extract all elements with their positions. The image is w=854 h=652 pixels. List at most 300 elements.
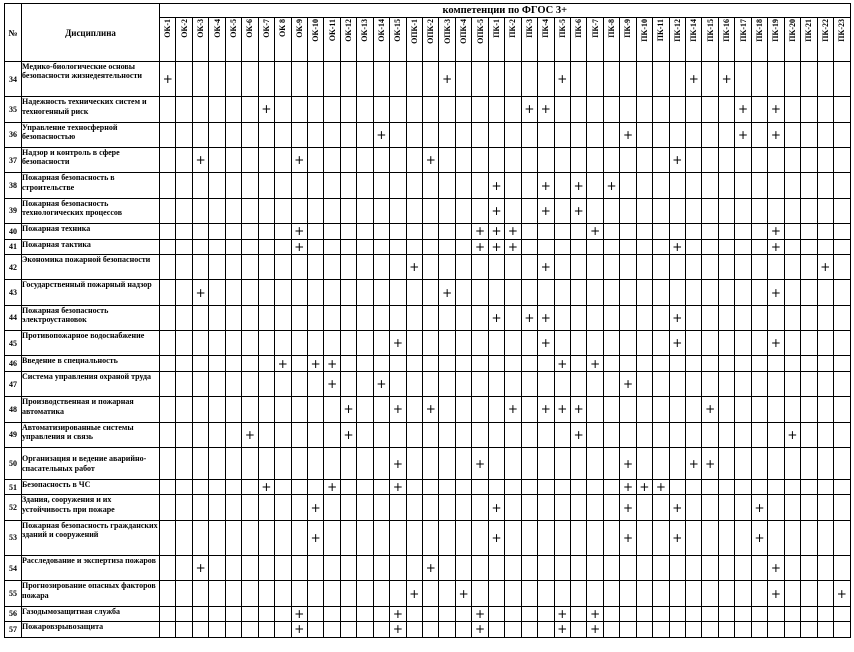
competency-cell — [521, 520, 537, 555]
competency-cell — [373, 480, 389, 495]
competency-cell — [258, 356, 274, 371]
competency-cell — [423, 480, 439, 495]
competency-cell — [751, 305, 767, 330]
competency-cell — [833, 62, 850, 97]
competency-cell — [242, 397, 258, 422]
competency-cell — [653, 520, 669, 555]
competency-cell — [258, 622, 274, 637]
competency-cell — [735, 198, 751, 223]
competency-cell — [636, 147, 652, 172]
competency-cell — [538, 622, 554, 637]
competency-cell — [242, 173, 258, 198]
competency-code: ПК-7 — [590, 19, 600, 38]
discipline-name: Производственная и пожарная автоматика — [22, 397, 160, 422]
competency-cell — [587, 198, 603, 223]
competency-cell — [702, 520, 718, 555]
competency-cell — [718, 305, 734, 330]
competency-cell — [209, 173, 225, 198]
competency-cell — [307, 224, 323, 239]
competency-cell — [390, 581, 406, 606]
discipline-row — [5, 371, 851, 396]
competency-cell — [603, 305, 619, 330]
competency-cell — [521, 495, 537, 520]
competency-cell — [406, 397, 422, 422]
competency-cell — [603, 224, 619, 239]
competency-mark: + — [242, 422, 258, 447]
discipline-name: Здания, сооружения и их устойчивость при пожаре — [22, 495, 160, 520]
competency-cell — [192, 62, 208, 97]
competency-cell — [538, 280, 554, 305]
competency-cell — [587, 331, 603, 356]
competency-cell — [538, 606, 554, 621]
competency-cell — [176, 622, 192, 637]
competency-cell — [653, 173, 669, 198]
competency-cell — [357, 331, 373, 356]
competency-cell — [209, 198, 225, 223]
discipline-column-header: Дисциплина — [22, 4, 160, 62]
competency-cell — [472, 495, 488, 520]
competency-cell — [784, 305, 800, 330]
competency-mark: + — [521, 305, 537, 330]
competency-cell — [242, 331, 258, 356]
competency-cell — [735, 254, 751, 279]
competency-code: ОК-9 — [294, 19, 304, 38]
competency-cell — [636, 495, 652, 520]
competency-mark: + — [587, 356, 603, 371]
competency-cell — [702, 305, 718, 330]
competency-cell — [570, 254, 586, 279]
competency-code: ОК-15 — [393, 19, 403, 42]
competency-cell — [620, 305, 636, 330]
competency-cell — [686, 198, 702, 223]
competency-cell — [505, 147, 521, 172]
competency-cell — [160, 224, 176, 239]
competency-cell — [669, 173, 685, 198]
competency-mark: + — [669, 147, 685, 172]
competency-cell — [357, 495, 373, 520]
competency-cell — [225, 97, 241, 122]
competency-cell — [423, 280, 439, 305]
competency-cell — [242, 556, 258, 581]
competency-cell — [833, 622, 850, 637]
competency-cell — [784, 280, 800, 305]
competency-cell — [225, 495, 241, 520]
competency-cell — [423, 520, 439, 555]
competency-cell — [258, 556, 274, 581]
competency-cell — [718, 448, 734, 480]
competency-cell — [258, 422, 274, 447]
competency-cell — [324, 198, 340, 223]
competency-cell — [307, 480, 323, 495]
competency-header — [735, 18, 751, 62]
competency-cell — [570, 147, 586, 172]
competency-cell — [817, 147, 833, 172]
competency-cell — [718, 122, 734, 147]
competency-cell — [258, 173, 274, 198]
competency-cell — [340, 331, 356, 356]
competency-cell — [817, 520, 833, 555]
competency-cell — [538, 520, 554, 555]
row-number: 46 — [5, 356, 22, 371]
competency-cell — [587, 371, 603, 396]
competency-cell — [784, 147, 800, 172]
competency-mark: + — [735, 97, 751, 122]
competency-cell — [373, 173, 389, 198]
competency-mark: + — [686, 62, 702, 97]
competency-cell — [275, 556, 291, 581]
competency-cell — [225, 254, 241, 279]
competency-mark: + — [373, 122, 389, 147]
competency-cell — [160, 422, 176, 447]
competency-cell — [603, 495, 619, 520]
competency-cell — [784, 622, 800, 637]
competency-cell — [176, 520, 192, 555]
competency-cell — [258, 305, 274, 330]
competency-cell — [176, 254, 192, 279]
competency-cell — [686, 331, 702, 356]
competency-cell — [324, 495, 340, 520]
competency-cell — [176, 495, 192, 520]
competency-cell — [160, 371, 176, 396]
competency-cell — [160, 173, 176, 198]
competency-cell — [192, 239, 208, 254]
competency-cell — [801, 331, 817, 356]
competency-cell — [423, 371, 439, 396]
competency-cell — [751, 356, 767, 371]
discipline-name: Система управления охраной труда — [22, 371, 160, 396]
competency-cell — [373, 606, 389, 621]
competency-code: ОК-2 — [179, 19, 189, 38]
competency-cell — [686, 371, 702, 396]
competency-cell — [209, 122, 225, 147]
competency-mark: + — [538, 254, 554, 279]
competency-cell — [373, 147, 389, 172]
competency-cell — [390, 254, 406, 279]
competency-cell — [653, 198, 669, 223]
competency-cell — [686, 622, 702, 637]
competency-mark: + — [455, 581, 471, 606]
competency-mark: + — [603, 173, 619, 198]
competency-cell — [554, 280, 570, 305]
competency-cell — [275, 198, 291, 223]
competency-cell — [176, 422, 192, 447]
competency-header — [718, 18, 734, 62]
competency-cell — [439, 254, 455, 279]
competency-mark: + — [768, 97, 784, 122]
competency-cell — [258, 147, 274, 172]
competency-cell — [521, 371, 537, 396]
competency-cell — [439, 480, 455, 495]
competency-mark: + — [751, 520, 767, 555]
competency-cell — [801, 581, 817, 606]
competency-cell — [521, 224, 537, 239]
competency-header — [455, 18, 471, 62]
competency-cell — [225, 606, 241, 621]
competency-cell — [554, 422, 570, 447]
competency-cell — [439, 371, 455, 396]
competency-mark: + — [620, 520, 636, 555]
competency-cell — [242, 122, 258, 147]
competency-header — [833, 18, 850, 62]
competency-cell — [817, 331, 833, 356]
competency-cell — [340, 280, 356, 305]
competency-cell — [768, 254, 784, 279]
competency-cell — [554, 122, 570, 147]
competency-code: ПК-2 — [508, 19, 518, 38]
competency-mark: + — [538, 173, 554, 198]
competency-code: ОК-10 — [311, 19, 321, 42]
competency-cell — [784, 397, 800, 422]
competency-cell — [587, 122, 603, 147]
discipline-row — [5, 254, 851, 279]
competency-cell — [472, 198, 488, 223]
competency-cell — [324, 62, 340, 97]
competency-cell — [192, 606, 208, 621]
row-number: 52 — [5, 495, 22, 520]
competency-cell — [554, 448, 570, 480]
competency-cell — [423, 254, 439, 279]
competency-cell — [620, 224, 636, 239]
competency-mark: + — [488, 239, 504, 254]
competency-cell — [538, 122, 554, 147]
competency-cell — [192, 581, 208, 606]
competency-cell — [192, 254, 208, 279]
competency-cell — [669, 371, 685, 396]
competency-code: ПК-4 — [541, 19, 551, 38]
competency-cell — [209, 495, 225, 520]
competency-cell — [735, 224, 751, 239]
competency-cell — [225, 622, 241, 637]
competency-cell — [176, 448, 192, 480]
competency-cell — [653, 556, 669, 581]
competency-code: ПК-21 — [804, 19, 814, 42]
competency-cell — [373, 495, 389, 520]
discipline-name: Надежность технических систем и техногенный риск — [22, 97, 160, 122]
competency-cell — [817, 305, 833, 330]
competency-cell — [192, 480, 208, 495]
competency-cell — [817, 224, 833, 239]
competency-header — [324, 18, 340, 62]
competency-cell — [423, 606, 439, 621]
competency-cell — [390, 62, 406, 97]
competency-cell — [307, 556, 323, 581]
competency-cell — [751, 371, 767, 396]
competency-cell — [423, 422, 439, 447]
competency-cell — [702, 356, 718, 371]
competency-cell — [570, 122, 586, 147]
competency-mark: + — [587, 622, 603, 637]
competency-mark: + — [768, 581, 784, 606]
competency-cell — [735, 581, 751, 606]
competency-cell — [570, 606, 586, 621]
competency-cell — [275, 622, 291, 637]
competency-cell — [373, 62, 389, 97]
competency-cell — [801, 239, 817, 254]
competency-cell — [653, 331, 669, 356]
competency-cell — [833, 422, 850, 447]
competency-cell — [768, 480, 784, 495]
competency-cell — [587, 254, 603, 279]
competency-mark: + — [324, 356, 340, 371]
competency-cell — [801, 254, 817, 279]
competency-cell — [291, 495, 307, 520]
competency-mark: + — [620, 480, 636, 495]
competency-cell — [653, 97, 669, 122]
competency-cell — [538, 556, 554, 581]
competency-header — [686, 18, 702, 62]
competency-cell — [784, 198, 800, 223]
competency-cell — [192, 371, 208, 396]
discipline-row — [5, 622, 851, 637]
competency-mark: + — [768, 280, 784, 305]
competency-mark: + — [390, 480, 406, 495]
row-number: 37 — [5, 147, 22, 172]
discipline-name: Государственный пожарный надзор — [22, 280, 160, 305]
competency-cell — [242, 224, 258, 239]
competency-cell — [472, 581, 488, 606]
competency-cell — [521, 122, 537, 147]
competency-cell — [686, 556, 702, 581]
competency-mark: + — [620, 448, 636, 480]
competency-cell — [455, 280, 471, 305]
competency-cell — [406, 495, 422, 520]
competency-mark: + — [340, 422, 356, 447]
competency-cell — [784, 62, 800, 97]
competency-cell — [554, 495, 570, 520]
competency-cell — [242, 198, 258, 223]
competency-cell — [833, 147, 850, 172]
competency-cell — [751, 556, 767, 581]
competency-cell — [718, 280, 734, 305]
competency-cell — [505, 422, 521, 447]
competency-cell — [192, 397, 208, 422]
competency-cell — [505, 356, 521, 371]
competency-cell — [488, 62, 504, 97]
competency-cell — [373, 356, 389, 371]
competency-cell — [275, 62, 291, 97]
competency-cell — [472, 422, 488, 447]
competency-cell — [291, 422, 307, 447]
competency-cell — [225, 371, 241, 396]
competency-cell — [653, 147, 669, 172]
competency-header — [538, 18, 554, 62]
competency-mark: + — [636, 480, 652, 495]
competency-cell — [423, 581, 439, 606]
competency-mark: + — [258, 97, 274, 122]
competency-cell — [439, 97, 455, 122]
competency-cell — [307, 254, 323, 279]
competency-cell — [390, 198, 406, 223]
competency-cell — [488, 397, 504, 422]
row-number: 42 — [5, 254, 22, 279]
discipline-name: Экономика пожарной безопасности — [22, 254, 160, 279]
competency-cell — [521, 147, 537, 172]
competency-cell — [373, 305, 389, 330]
competency-mark: + — [472, 606, 488, 621]
competency-cell — [702, 122, 718, 147]
competency-cell — [702, 62, 718, 97]
competency-cell — [521, 448, 537, 480]
competency-cell — [406, 371, 422, 396]
competency-cell — [538, 448, 554, 480]
competency-header — [439, 18, 455, 62]
competency-cell — [636, 198, 652, 223]
competency-mark: + — [751, 495, 767, 520]
competency-cell — [554, 480, 570, 495]
row-number: 48 — [5, 397, 22, 422]
competency-cell — [620, 581, 636, 606]
competency-cell — [406, 356, 422, 371]
competency-code: ОК 8 — [278, 19, 288, 38]
competency-cell — [833, 97, 850, 122]
competency-cell — [340, 305, 356, 330]
competency-cell — [406, 97, 422, 122]
competency-cell — [801, 520, 817, 555]
competency-mark: + — [538, 331, 554, 356]
competency-cell — [488, 556, 504, 581]
competency-cell — [735, 520, 751, 555]
competency-cell — [570, 356, 586, 371]
competency-cell — [686, 422, 702, 447]
competency-mark: + — [488, 173, 504, 198]
row-number: 43 — [5, 280, 22, 305]
competency-cell — [209, 397, 225, 422]
competency-cell — [505, 305, 521, 330]
competency-cell — [439, 173, 455, 198]
competency-cell — [472, 556, 488, 581]
competency-cell — [735, 606, 751, 621]
competency-cell — [390, 556, 406, 581]
competency-cell — [505, 62, 521, 97]
competency-mark: + — [587, 224, 603, 239]
competency-cell — [817, 173, 833, 198]
competency-cell — [570, 305, 586, 330]
competency-cell — [636, 371, 652, 396]
competency-cell — [340, 356, 356, 371]
competency-cell — [406, 622, 422, 637]
competency-mark: + — [406, 254, 422, 279]
competency-cell — [275, 224, 291, 239]
competency-cell — [784, 254, 800, 279]
competency-mark: + — [669, 239, 685, 254]
competency-mark: + — [702, 397, 718, 422]
competency-cell — [275, 606, 291, 621]
competency-cell — [784, 122, 800, 147]
competency-cell — [390, 97, 406, 122]
competency-cell — [768, 622, 784, 637]
competency-cell — [275, 422, 291, 447]
competency-mark: + — [570, 198, 586, 223]
competency-cell — [801, 356, 817, 371]
discipline-name: Управление техносферной безопасностью — [22, 122, 160, 147]
competency-cell — [225, 305, 241, 330]
competency-cell — [751, 173, 767, 198]
competency-cell — [423, 122, 439, 147]
competency-cell — [307, 397, 323, 422]
competency-cell — [357, 448, 373, 480]
competency-cell — [307, 147, 323, 172]
discipline-row — [5, 62, 851, 97]
competency-cell — [817, 371, 833, 396]
competency-cell — [702, 198, 718, 223]
competency-cell — [258, 198, 274, 223]
competency-cell — [702, 97, 718, 122]
competency-cell — [209, 422, 225, 447]
competency-cell — [340, 173, 356, 198]
competency-cell — [817, 356, 833, 371]
competency-cell — [587, 62, 603, 97]
competency-mark: + — [439, 62, 455, 97]
